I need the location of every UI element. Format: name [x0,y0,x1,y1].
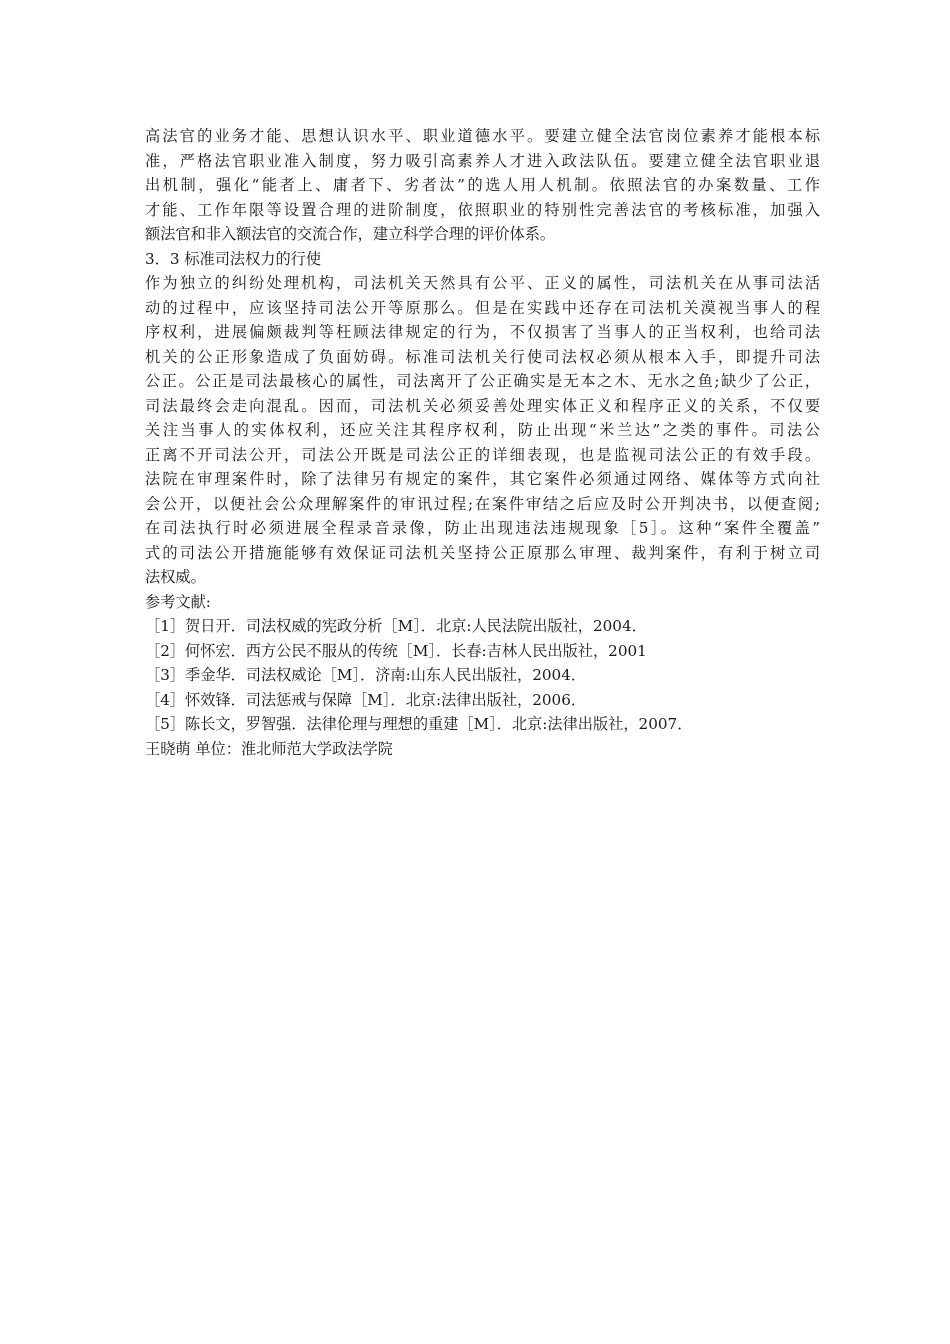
references-heading: 参考文献: [145,592,211,611]
text-line: 准，严格法官职业准入制度，努力吸引高素养人才进入政法队伍。要建立健全法官职业退 [145,151,820,170]
reference-item: ［3］季金华．司法权威论［M］．济南:山东人民出版社，2004． [145,666,587,684]
text-line: 司法最终会走向混乱。因而，司法机关必须妥善处理实体正义和程序正义的关系，不仅要 [145,396,820,415]
reference-item: ［4］怀效锋．司法惩戒与保障［M］．北京:法律出版社，2006． [145,690,587,709]
reference-item: ［1］贺日开．司法权威的宪政分析［M］．北京:人民法院出版社，2004． [145,617,647,635]
author-affiliation: 王晓萌 单位：淮北师范大学政法学院 [145,739,393,758]
text-line: 高法官的业务才能、思想认识水平、职业道德水平。要建立健全法官岗位素养才能根本标 [145,127,820,145]
document-page [145,124,820,761]
text-line: 机关的公正形象造成了负面妨碍。标准司法机关行使司法权必须从根本入手，即提升司法 [145,347,820,366]
text-line: 式的司法公开措施能够有效保证司法机关坚持公正原那么审理、裁判案件，有利于树立司 [145,543,820,562]
text-line: 关注当事人的实体权利，还应关注其程序权利，防止出现“米兰达”之类的事件。司法公 [145,421,820,439]
body-paragraph-1 [145,124,820,247]
text-line: 才能、工作年限等设置合理的进阶制度，依照职业的特别性完善法官的考核标准，加强入 [145,200,820,219]
text-line: 额法官和非入额法官的交流合作，建立科学合理的评价体系。 [145,225,556,243]
text-line: 法院在审理案件时，除了法律另有规定的案件，其它案件必须通过网络、媒体等方式向社 [145,470,820,488]
reference-item: ［2］何怀宏．西方公民不服从的传统［M］．长春:吉林人民出版社，2001 [145,641,647,660]
text-line: 在司法执行时必须进展全程录音录像，防止出现违法违规现象［5］。这种“案件全覆盖” [145,519,820,537]
text-line: 作为独立的纠纷处理机构，司法机关天然具有公平、正义的属性，司法机关在从事司法活 [145,274,820,292]
text-line: 正离不开司法公开，司法公开既是司法公正的详细表现，也是监视司法公正的有效手段。 [145,445,820,464]
text-line: 法权威。 [145,568,206,586]
text-line: 序权利，进展偏颇裁判等枉顾法律规定的行为，不仅损害了当事人的正当权利，也给司法 [145,323,820,341]
text-line: 会公开，以便社会公众理解案件的审讯过程;在案件审结之后应及时公开判决书，以便查阅; [145,494,820,513]
section-heading: 3．3 标准司法权力的行使 [145,249,322,268]
reference-list [145,614,820,737]
body-paragraph-2 [145,271,820,590]
text-line: 动的过程中，应该坚持司法公开等原那么。但是在实践中还存在司法机关漠视当事人的程 [145,298,820,317]
text-line: 出机制，强化“能者上、庸者下、劣者汰”的选人用人机制。依照法官的办案数量、工作 [145,176,820,194]
text-line: 公正。公正是司法最核心的属性，司法离开了公正确实是无本之木、无水之鱼;缺少了公正， [145,372,820,390]
reference-item: ［5］陈长文，罗智强．法律伦理与理想的重建［M］．北京:法律出版社，2007． [145,715,693,733]
